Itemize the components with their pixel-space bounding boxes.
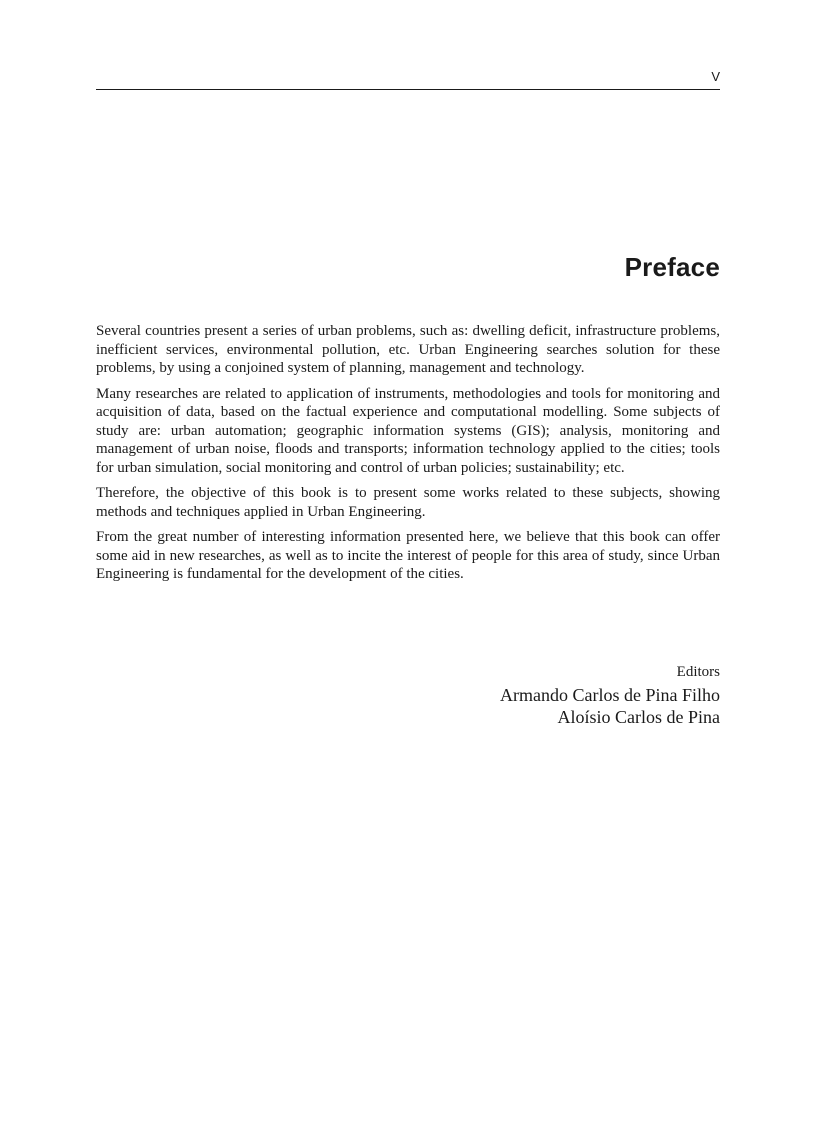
signature-block — [500, 663, 720, 728]
editor-name-2: Aloísio Carlos de Pina — [557, 707, 720, 727]
running-header — [96, 68, 720, 90]
paragraph-2: Many researches are related to application of instruments, methodologies and tools for monitoring and acquisition of data, based on the factual experience and computational modelling. Some subjects of study are: urban automation; geographic information systems (GIS); analysis, monitoring and management of urban noise, floods and transports; information technology applied to the cities; tools for urban simulation, social monitoring and control of urban policies; sustainability; etc. — [96, 385, 720, 476]
page-title: Preface — [624, 252, 720, 282]
page-number: V — [711, 69, 720, 84]
editor-name-1: Armando Carlos de Pina Filho — [500, 685, 720, 705]
signature-role: Editors — [676, 664, 720, 680]
paragraph-1: Several countries present a series of urban problems, such as: dwelling deficit, infrastructure problems, inefficient services, environmental pollution, etc. Urban Engineering searches solution for these problems, by using a conjoined system of planning, management and technology. — [96, 323, 720, 376]
paragraph-3: Therefore, the objective of this book is to present some works related to these subjects, showing methods and techniques applied in Urban Engineering. — [96, 485, 720, 520]
paragraph-4: From the great number of interesting information presented here, we believe that this book can offer some aid in new researches, as well as to incite the interest of people for this area of study, since Urban Engineering is fundamental for the development of the cities. — [96, 529, 720, 582]
preface-body — [96, 322, 720, 591]
